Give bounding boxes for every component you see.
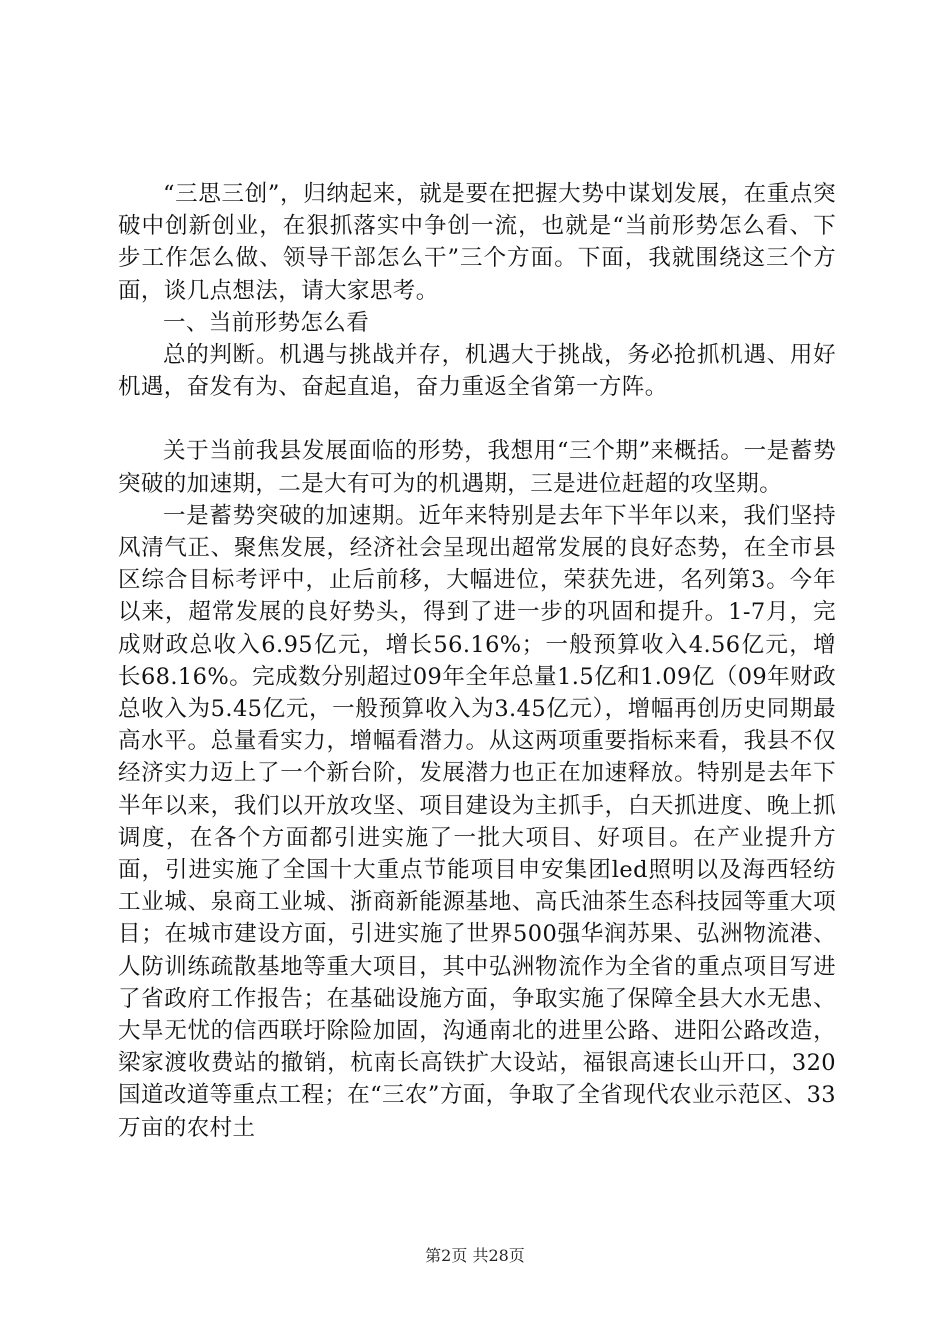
paragraph-intro: “三思三创”，归纳起来，就是要在把握大势中谋划发展，在重点突破中创新创业，在狠抓落实中争创一流，也就是“当前形势怎么看、下步工作怎么做、领导干部怎么干”三个方面。下面，我就围绕这三个方面，谈几点想法，请大家思考。 <box>118 181 836 304</box>
paragraph-three-periods: 关于当前我县发展面临的形势，我想用“三个期”来概括。一是蓄势突破的加速期，二是大有可为的机遇期，三是进位赶超的攻坚期。 <box>118 438 836 497</box>
page-footer: 第2页 共28页 <box>425 1246 525 1265</box>
paragraph-spacer <box>118 403 836 435</box>
paragraph-acceleration-period: 一是蓄势突破的加速期。近年来特别是去年下半年以来，我们坚持风清气正、聚焦发展，经济社会呈现出超常发展的良好态势，在全市县区综合目标考评中，止后前移，大幅进位，荣获先进，名列第3。今年以来，超常发展的良好势头，得到了进一步的巩固和提升。1-7月，完成财政总收入6.95亿元，增长56.16%；一般预算收入4.56亿元，增长68.16%。完成数分别超过09年全年总量1.5亿和1.09亿（09年财政总收入为5.45亿元，一般预算收入为3.45亿元），增幅再创历史同期最高水平。总量看实力，增幅看潜力。从这两项重要指标来看，我县不仅经济实力迈上了一个新台阶，发展潜力也正在加速释放。特别是去年下半年以来，我们以开放攻坚、项目建设为主抓手，白天抓进度、晚上抓调度，在各个方面都引进实施了一批大项目、好项目。在产业提升方面，引进实施了全国十大重点节能项目申安集团led照明以及海西轻纺工业城、泉商工业城、浙商新能源基地、高氏油茶生态科技园等重大项目；在城市建设方面，引进实施了世界500强华润苏果、弘洲物流港、人防训练疏散基地等重大项目，其中弘洲物流作为全省的重点项目写进了省政府工作报告；在基础设施方面，争取实施了保障全县大水无患、大旱无忧的信西联圩除险加固，沟通南北的进里公路、进阳公路改造，梁家渡收费站的撤销，杭南长高铁扩大设站，福银高速长山开口，320国道改道等重点工程；在“三农”方面，争取了全省现代农业示范区、33万亩的农村土 <box>118 502 836 1141</box>
paragraph-judgment: 总的判断。机遇与挑战并存，机遇大于挑战，务必抢抓机遇、用好机遇，奋发有为、奋起直追，奋力重返全省第一方阵。 <box>118 342 836 401</box>
section-heading: 一、当前形势怎么看 <box>163 309 370 336</box>
document-body <box>118 178 836 1144</box>
